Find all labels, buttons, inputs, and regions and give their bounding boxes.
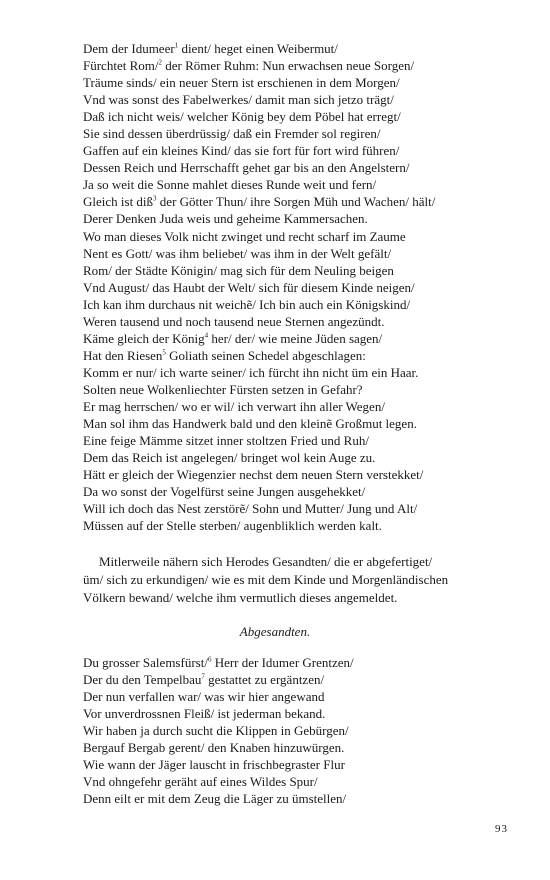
footnote-marker: 2	[158, 58, 162, 67]
verse-line	[83, 228, 523, 245]
verse-line	[83, 671, 523, 688]
verse-text: Dem das Reich ist angelegen/ bringet wol kein Auge zu.	[83, 450, 376, 466]
verse-line	[83, 245, 523, 262]
verse-line	[83, 57, 523, 74]
verse-line	[83, 449, 523, 466]
verse-text: der Römer Ruhm: Nun erwachsen neue Sorgen/	[161, 58, 415, 74]
verse-text: Vnd August/ das Haubt der Welt/ sich für diesem Kinde neigen/	[83, 279, 415, 295]
verse-text: Ich kan ihm durchaus nit weichẽ/ Ich bin auch ein Königskind/	[83, 296, 411, 312]
verse-line	[83, 159, 523, 176]
verse-line	[83, 432, 523, 449]
verse-text: Rom/ der Städte Königin/ mag sich für dem Neuling beigen	[83, 262, 394, 278]
footnote-marker: 5	[162, 348, 166, 357]
footnote-marker: 1	[174, 41, 179, 50]
verse-text: Vnd ohngefehr geräht auf eines Wildes Spur/	[83, 774, 318, 790]
verse-text: Er mag herrschen/ wo er wil/ ich verwart ihn aller Wegen/	[83, 398, 385, 414]
footnote-marker: 7	[201, 672, 205, 681]
footnote-marker: 4	[204, 331, 209, 340]
verse-stanza-herod	[83, 40, 523, 534]
verse-text: Du grosser Salemsfürst/	[83, 655, 208, 670]
verse-text: Dessen Reich und Herrschafft gehet gar bis an den Angelstern/	[83, 160, 410, 176]
verse-stanza-envoys	[83, 654, 523, 807]
verse-text: Wir haben ja durch sucht die Klippen in Gebürgen/	[83, 723, 349, 739]
verse-text: Käme gleich der König	[83, 330, 205, 346]
verse-text: Ja so weit die Sonne mahlet dieses Runde weit und fern/	[83, 177, 377, 193]
verse-text: Der nun verfallen war/ was wir hier angewand	[83, 689, 325, 705]
verse-text: Weren tausend und noch tausend neue Sternen angezündt.	[83, 313, 385, 329]
verse-text: Hat den Riesen	[83, 347, 163, 363]
verse-line	[83, 74, 523, 91]
verse-text: dient/ heget einen Weibermut/	[178, 41, 338, 56]
verse-text: Bergauf Bergab gerent/ den Knaben hinzuwürgen.	[83, 740, 345, 756]
verse-text: Solten neue Wolkenliechter Fürsten setzen in Gefahr?	[83, 381, 363, 397]
verse-text: Eine feige Mämme sitzet inner stoltzen Fried und Ruh/	[83, 433, 369, 449]
verse-text: Da wo sonst der Vogelfürst seine Jungen ausgehekket/	[83, 484, 366, 500]
verse-line	[83, 313, 523, 330]
verse-line	[83, 415, 523, 432]
prose-line: Völkern bewand/ welche ihm vermutlich dieses angemeldet.	[83, 590, 398, 605]
verse-line	[83, 125, 523, 142]
verse-text: Nent es Gott/ was ihm beliebet/ was ihm in der Welt gefält/	[83, 245, 392, 261]
verse-line	[83, 722, 523, 739]
verse-line	[83, 790, 523, 807]
footnote-marker: 6	[207, 655, 212, 664]
verse-line	[83, 330, 523, 347]
verse-line	[83, 773, 523, 790]
verse-line	[83, 108, 523, 125]
verse-text: Sie sind dessen überdrüssig/ daß ein Fremder sol regiren/	[83, 126, 381, 142]
verse-line	[83, 364, 523, 381]
verse-text: Gaffen auf ein kleines Kind/ das sie fort für fort wird führen/	[83, 143, 400, 159]
verse-text: der Götter Thun/ ihre Sorgen Müh und Wachen/ hält/	[156, 194, 436, 210]
verse-text: Wie wann der Jäger lauscht in frischbegraster Flur	[83, 757, 345, 773]
verse-line	[83, 500, 523, 517]
verse-text: Man sol ihm das Handwerk bald und den kleinẽ Großmut legen.	[83, 416, 417, 432]
verse-line	[83, 262, 523, 279]
footnote-marker: 3	[153, 195, 157, 204]
verse-line	[83, 756, 523, 773]
verse-text: Träume sinds/ ein neuer Stern ist erschienen in dem Morgen/	[83, 75, 400, 91]
verse-text: Fürchtet Rom/	[83, 58, 159, 74]
verse-text: Herr der Idumer Grentzen/	[211, 655, 354, 670]
verse-text: gestattet zu ergäntzen/	[204, 672, 325, 688]
verse-line	[83, 705, 523, 722]
verse-line	[83, 466, 523, 483]
verse-line	[83, 517, 523, 534]
verse-line	[83, 296, 523, 313]
verse-text: Hätt er gleich der Wiegenzier nechst dem neuen Stern verstekket/	[83, 467, 424, 483]
verse-line	[83, 91, 523, 108]
verse-line	[83, 347, 523, 364]
verse-text: Vor unverdrossnen Fleiß/ ist jederman bekand.	[83, 706, 326, 722]
page-number: 93	[495, 823, 508, 835]
verse-text: Vnd was sonst des Fabelwerkes/ damit man sich jetzo trägt/	[83, 92, 394, 108]
verse-line	[83, 193, 523, 210]
verse-text: Derer Denken Juda weis und geheime Kammersachen.	[83, 211, 368, 227]
verse-line	[83, 210, 523, 227]
verse-text: Komm er nur/ ich warte seiner/ ich fürcht ihn nicht üm ein Haar.	[83, 364, 419, 380]
verse-text: Müssen auf der Stelle sterben/ augenbliklich werden kalt.	[83, 518, 382, 534]
prose-line: Mitlerweile nähern sich Herodes Gesandten/ die er abgefertiget/	[99, 554, 433, 569]
verse-line	[83, 142, 523, 159]
verse-line	[83, 398, 523, 415]
verse-line	[83, 381, 523, 398]
verse-line	[83, 279, 523, 296]
verse-line	[83, 654, 523, 671]
section-heading: Abgesandten.	[239, 624, 311, 639]
verse-text: Dem der Idumeer	[83, 41, 175, 56]
verse-line	[83, 688, 523, 705]
verse-text: Will ich doch das Nest zerstörẽ/ Sohn und Mutter/ Jung und Alt/	[83, 501, 418, 517]
verse-text: Gleich ist diß	[83, 194, 154, 210]
verse-text: Daß ich nicht weis/ welcher König bey dem Pöbel hat erregt/	[83, 109, 401, 125]
verse-line	[83, 176, 523, 193]
prose-paragraph	[83, 553, 513, 607]
verse-text: Der du den Tempelbau	[83, 672, 202, 688]
verse-line	[83, 483, 523, 500]
verse-line	[83, 40, 523, 57]
prose-line: üm/ sich zu erkundigen/ wie es mit dem Kinde und Morgenländischen	[83, 572, 449, 587]
verse-text: Goliath seinen Schedel abgeschlagen:	[165, 347, 366, 363]
verse-text: her/ der/ wie meine Jüden sagen/	[208, 330, 383, 346]
verse-text: Wo man dieses Volk nicht zwinget und recht scharf im Zaume	[83, 228, 406, 244]
verse-line	[83, 739, 523, 756]
verse-text: Denn eilt er mit dem Zeug die Läger zu ümstellen/	[83, 791, 347, 807]
